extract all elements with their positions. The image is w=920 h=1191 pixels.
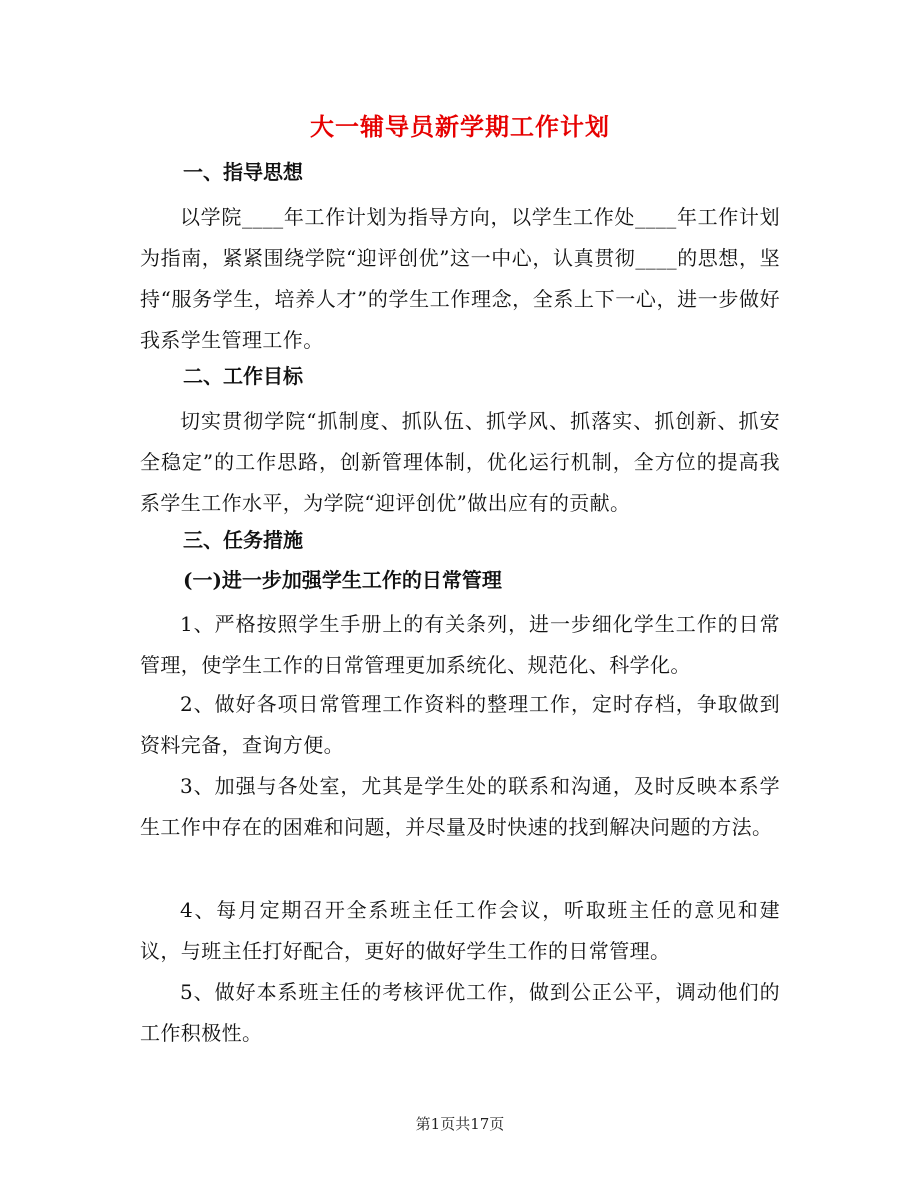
section-heading-work-goals: 二、工作目标 [183, 364, 303, 388]
section-heading-task-measures: 三、任务措施 [183, 528, 303, 552]
list-item-5: 5、做好本系班主任的考核评优工作，做到公正公平，调动他们的工作积极性。 [140, 980, 780, 1045]
section-heading-guiding-thought: 一、指导思想 [183, 160, 303, 184]
paragraph-work-goals: 切实贯彻学院“抓制度、抓队伍、抓学风、抓落实、抓创新、抓安全稳定”的工作思路，创新管理体制，优化运行机制，全方位的提高我系学生工作水平，为学院“迎评创优”做出应有的贡献。 [140, 409, 780, 515]
list-item-2: 2、做好各项日常管理工作资料的整理工作，定时存档，争取做到资料完备，查询方便。 [140, 692, 780, 757]
paragraph-guiding-thought: 以学院____年工作计划为指导方向，以学生工作处____年工作计划为指南，紧紧围绕学院“迎评创优”这一中心，认真贯彻____的思想，坚持“服务学生，培养人才”的学生工作理念，全系上下一心，进一步做好我系学生管理工作。 [140, 205, 780, 352]
document-title: 大一辅导员新学期工作计划 [310, 112, 610, 141]
subsection-heading-daily-management: (一)进一步加强学生工作的日常管理 [183, 568, 502, 592]
list-item-1: 1、严格按照学生手册上的有关条列，进一步细化学生工作的日常管理，使学生工作的日常管理更加系统化、规范化、科学化。 [140, 612, 780, 677]
list-item-3: 3、加强与各处室，尤其是学生处的联系和沟通，及时反映本系学生工作中存在的困难和问题，并尽量及时快速的找到解决问题的方法。 [140, 774, 780, 839]
list-item-4: 4、每月定期召开全系班主任工作会议，听取班主任的意见和建议，与班主任打好配合，更好的做好学生工作的日常管理。 [140, 898, 780, 963]
page-number: 第1页共17页 [415, 1115, 505, 1133]
